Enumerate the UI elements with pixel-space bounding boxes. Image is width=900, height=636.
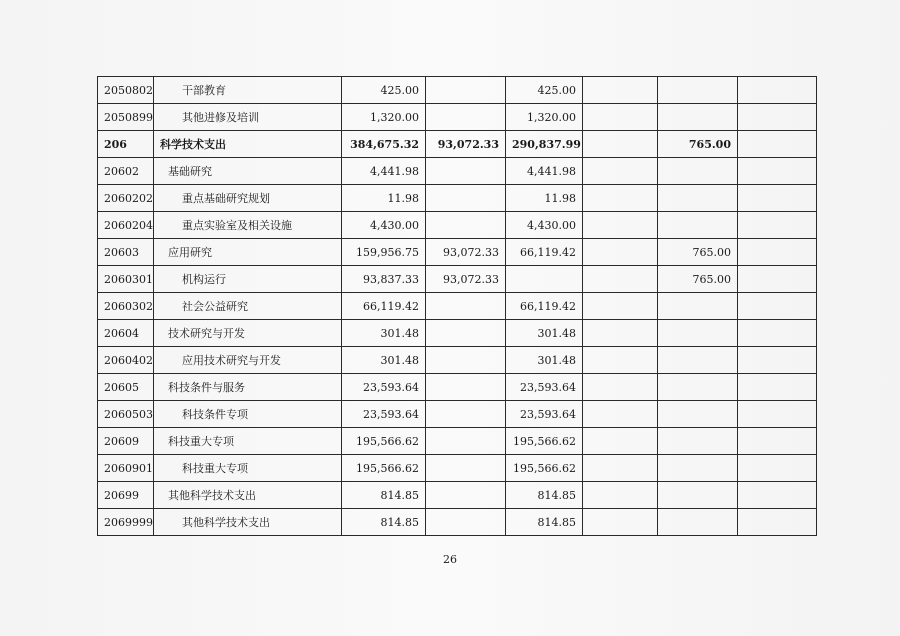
cell-basic-expenditure: [426, 374, 506, 401]
cell-column-4: [583, 428, 658, 455]
cell-project-expenditure: 23,593.64: [506, 401, 583, 428]
cell-column-4: [583, 509, 658, 536]
cell-subject-code: 2060301: [98, 266, 154, 293]
cell-total: 23,593.64: [342, 401, 426, 428]
table-row: [98, 482, 817, 509]
cell-project-expenditure: 66,119.42: [506, 239, 583, 266]
cell-subject-code: 2060302: [98, 293, 154, 320]
cell-column-6: [738, 401, 817, 428]
cell-basic-expenditure: 93,072.33: [426, 266, 506, 293]
cell-project-expenditure: 4,441.98: [506, 158, 583, 185]
cell-column-6: [738, 239, 817, 266]
table-body: [98, 77, 817, 536]
cell-total: 301.48: [342, 347, 426, 374]
cell-basic-expenditure: 93,072.33: [426, 131, 506, 158]
cell-total: 159,956.75: [342, 239, 426, 266]
cell-column-5: [658, 212, 738, 239]
cell-subject-code: 2060204: [98, 212, 154, 239]
cell-project-expenditure: 23,593.64: [506, 374, 583, 401]
cell-project-expenditure: 66,119.42: [506, 293, 583, 320]
cell-subject-name: 科技条件专项: [154, 401, 342, 428]
budget-table: [97, 76, 817, 536]
table-row: [98, 293, 817, 320]
table-row: [98, 428, 817, 455]
cell-total: 1,320.00: [342, 104, 426, 131]
cell-column-4: [583, 77, 658, 104]
cell-column-5: 765.00: [658, 131, 738, 158]
cell-column-5: 765.00: [658, 266, 738, 293]
cell-subject-code: 20699: [98, 482, 154, 509]
cell-column-5: [658, 158, 738, 185]
cell-column-6: [738, 347, 817, 374]
cell-column-6: [738, 320, 817, 347]
cell-subject-code: 20605: [98, 374, 154, 401]
cell-total: 93,837.33: [342, 266, 426, 293]
cell-column-6: [738, 482, 817, 509]
cell-column-6: [738, 212, 817, 239]
cell-subject-name: 科学技术支出: [154, 131, 342, 158]
cell-project-expenditure: 814.85: [506, 482, 583, 509]
cell-subject-code: 20609: [98, 428, 154, 455]
cell-column-4: [583, 185, 658, 212]
cell-project-expenditure: 290,837.99: [506, 131, 583, 158]
cell-subject-name: 其他科学技术支出: [154, 482, 342, 509]
cell-total: 23,593.64: [342, 374, 426, 401]
cell-column-4: [583, 401, 658, 428]
cell-subject-name: 应用技术研究与开发: [154, 347, 342, 374]
cell-subject-code: 2060503: [98, 401, 154, 428]
table-row: [98, 104, 817, 131]
cell-subject-name: 科技重大专项: [154, 455, 342, 482]
cell-column-6: [738, 509, 817, 536]
cell-basic-expenditure: [426, 428, 506, 455]
table-row: [98, 212, 817, 239]
cell-basic-expenditure: [426, 320, 506, 347]
cell-subject-code: 20603: [98, 239, 154, 266]
cell-project-expenditure: 11.98: [506, 185, 583, 212]
cell-project-expenditure: 4,430.00: [506, 212, 583, 239]
cell-subject-code: 2060901: [98, 455, 154, 482]
cell-total: 66,119.42: [342, 293, 426, 320]
cell-column-4: [583, 293, 658, 320]
cell-column-6: [738, 428, 817, 455]
cell-project-expenditure: 195,566.62: [506, 455, 583, 482]
cell-subject-code: 2069999: [98, 509, 154, 536]
cell-subject-name: 其他进修及培训: [154, 104, 342, 131]
cell-column-6: [738, 374, 817, 401]
cell-subject-name: 科技条件与服务: [154, 374, 342, 401]
cell-project-expenditure: 301.48: [506, 347, 583, 374]
cell-subject-name: 机构运行: [154, 266, 342, 293]
cell-total: 425.00: [342, 77, 426, 104]
cell-total: 195,566.62: [342, 455, 426, 482]
cell-total: 301.48: [342, 320, 426, 347]
cell-basic-expenditure: [426, 347, 506, 374]
cell-basic-expenditure: [426, 77, 506, 104]
table-row: [98, 401, 817, 428]
cell-basic-expenditure: [426, 212, 506, 239]
cell-subject-code: 2060402: [98, 347, 154, 374]
cell-subject-code: 2060202: [98, 185, 154, 212]
cell-column-6: [738, 455, 817, 482]
cell-project-expenditure: 301.48: [506, 320, 583, 347]
cell-total: 384,675.32: [342, 131, 426, 158]
cell-total: 11.98: [342, 185, 426, 212]
cell-subject-name: 应用研究: [154, 239, 342, 266]
cell-column-4: [583, 455, 658, 482]
table-row: [98, 77, 817, 104]
cell-subject-name: 技术研究与开发: [154, 320, 342, 347]
cell-column-5: [658, 455, 738, 482]
cell-subject-name: 基础研究: [154, 158, 342, 185]
cell-subject-code: 2050802: [98, 77, 154, 104]
page-number: 26: [443, 553, 457, 566]
cell-column-6: [738, 104, 817, 131]
cell-column-6: [738, 293, 817, 320]
cell-column-6: [738, 185, 817, 212]
cell-subject-code: 20602: [98, 158, 154, 185]
cell-column-5: 765.00: [658, 239, 738, 266]
cell-basic-expenditure: [426, 158, 506, 185]
cell-basic-expenditure: [426, 401, 506, 428]
cell-column-4: [583, 239, 658, 266]
cell-column-6: [738, 77, 817, 104]
cell-column-4: [583, 158, 658, 185]
cell-column-5: [658, 401, 738, 428]
cell-basic-expenditure: [426, 185, 506, 212]
cell-column-4: [583, 374, 658, 401]
cell-basic-expenditure: [426, 455, 506, 482]
cell-subject-code: 206: [98, 131, 154, 158]
cell-column-5: [658, 320, 738, 347]
cell-column-5: [658, 482, 738, 509]
table-row: [98, 158, 817, 185]
cell-basic-expenditure: [426, 509, 506, 536]
cell-subject-name: 科技重大专项: [154, 428, 342, 455]
cell-column-6: [738, 266, 817, 293]
cell-column-5: [658, 185, 738, 212]
table-row: [98, 509, 817, 536]
table-row: [98, 320, 817, 347]
cell-subject-code: 2050899: [98, 104, 154, 131]
table-row: [98, 266, 817, 293]
cell-basic-expenditure: [426, 104, 506, 131]
cell-subject-name: 重点实验室及相关设施: [154, 212, 342, 239]
cell-column-5: [658, 509, 738, 536]
cell-project-expenditure: 195,566.62: [506, 428, 583, 455]
cell-project-expenditure: [506, 266, 583, 293]
table-row: [98, 239, 817, 266]
cell-column-5: [658, 77, 738, 104]
cell-column-6: [738, 131, 817, 158]
cell-total: 4,430.00: [342, 212, 426, 239]
cell-basic-expenditure: 93,072.33: [426, 239, 506, 266]
table-row: [98, 185, 817, 212]
cell-total: 814.85: [342, 482, 426, 509]
table-row: [98, 131, 817, 158]
cell-project-expenditure: 814.85: [506, 509, 583, 536]
cell-basic-expenditure: [426, 482, 506, 509]
cell-subject-name: 干部教育: [154, 77, 342, 104]
cell-column-5: [658, 428, 738, 455]
cell-subject-name: 其他科学技术支出: [154, 509, 342, 536]
cell-column-4: [583, 266, 658, 293]
cell-column-4: [583, 320, 658, 347]
cell-column-4: [583, 212, 658, 239]
cell-column-4: [583, 104, 658, 131]
cell-column-5: [658, 374, 738, 401]
cell-column-5: [658, 293, 738, 320]
table-row: [98, 455, 817, 482]
table-row: [98, 374, 817, 401]
table-row: [98, 347, 817, 374]
cell-subject-code: 20604: [98, 320, 154, 347]
cell-total: 195,566.62: [342, 428, 426, 455]
cell-total: 4,441.98: [342, 158, 426, 185]
cell-project-expenditure: 1,320.00: [506, 104, 583, 131]
cell-basic-expenditure: [426, 293, 506, 320]
cell-column-4: [583, 482, 658, 509]
cell-subject-name: 社会公益研究: [154, 293, 342, 320]
cell-column-5: [658, 104, 738, 131]
cell-project-expenditure: 425.00: [506, 77, 583, 104]
cell-column-4: [583, 347, 658, 374]
cell-column-6: [738, 158, 817, 185]
cell-subject-name: 重点基础研究规划: [154, 185, 342, 212]
cell-column-4: [583, 131, 658, 158]
cell-total: 814.85: [342, 509, 426, 536]
cell-column-5: [658, 347, 738, 374]
